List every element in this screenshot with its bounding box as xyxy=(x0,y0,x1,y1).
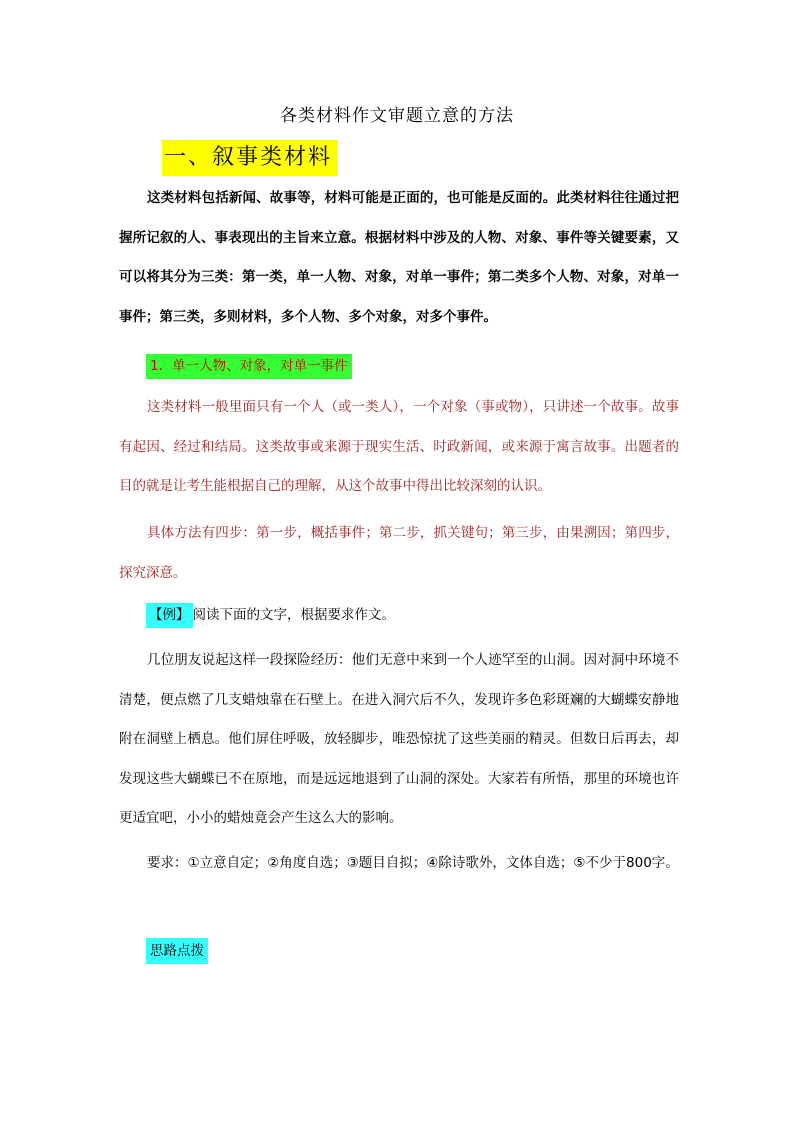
example-tag: 【例】 xyxy=(146,603,193,628)
subsection-paragraph-2: 具体方法有四步：第一步，概括事件；第二步，抓关键句；第三步，由果溯因；第四步，探究深意。 xyxy=(119,525,679,581)
story-paragraph: 几位朋友说起这样一段探险经历：他们无意中来到一个人迹罕至的山洞。因对洞中环境不清楚，便点燃了几支蜡烛靠在石壁上。在进入洞穴后不久，发现许多色彩斑斓的大蝴蝶安静地附在洞壁上栖息。他们屏住呼吸，放轻脚步，唯恐惊扰了这些美丽的精灵。但数日后再去，却发现这些大蝴蝶已不在原地，而是远远地退到了山洞的深处。大家若有所悟，那里的环境也许更适宜吧，小小的蜡烛竟会产生这么大的影响。 xyxy=(119,652,679,826)
document-title: 各类材料作文审题立意的方法 xyxy=(280,106,514,126)
subsection-paragraph-1: 这类材料一般里面只有一个人（或一类人），一个对象（事或物），只讲述一个故事。故事有起因、经过和结局。这类故事或来源于现实生活、时政新闻，或来源于寓言故事。出题者的目的就是让考生能根据自己的理解，从这个故事中得出比较深刻的认识。 xyxy=(119,399,679,494)
subsection-heading-single: 1．单一人物、对象，对单一事件 xyxy=(146,354,352,379)
hint-label: 思路点拨 xyxy=(146,938,208,964)
section-heading-narrative: 一、叙事类材料 xyxy=(162,140,338,176)
requirements-paragraph: 要求：①立意自定；②角度自选；③题目自拟；④除诗歌外，文体自选；⑤不少于800字。 xyxy=(147,855,679,871)
intro-paragraph: 这类材料包括新闻、故事等，材料可能是正面的，也可能是反面的。此类材料往往通过把握所记叙的人、事表现出的主旨来立意。根据材料中涉及的人物、对象、事件等关键要素，又可以将其分为三类：第一类，单一人物、对象，对单一事件；第二类多个人物、对象，对单一事件；第三类，多则材料，多个人物、多个对象，对多个事件。 xyxy=(119,190,679,325)
example-instruction: 阅读下面的文字，根据要求作文。 xyxy=(192,607,395,623)
example-line xyxy=(146,603,395,628)
